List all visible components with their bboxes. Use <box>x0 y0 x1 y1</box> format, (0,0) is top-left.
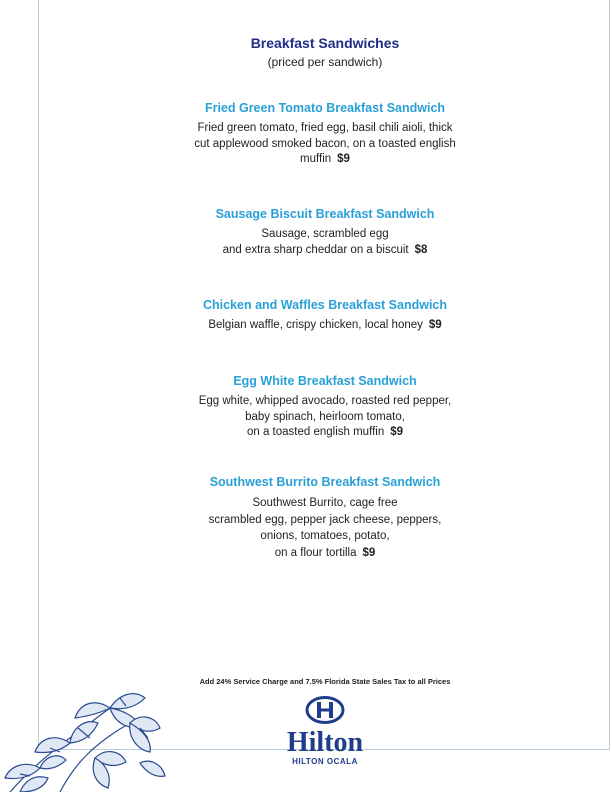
item-description: Belgian waffle, crispy chicken, local honey $9 <box>208 319 442 331</box>
item-name: Egg White Breakfast Sandwich <box>233 374 417 388</box>
menu-item <box>40 475 610 561</box>
brand-name: Hilton <box>286 727 364 758</box>
item-price: $9 <box>428 319 442 331</box>
item-price: $9 <box>362 546 376 559</box>
item-name: Southwest Burrito Breakfast Sandwich <box>209 475 441 489</box>
item-name: Sausage Biscuit Breakfast Sandwich <box>215 207 435 221</box>
menu-item <box>40 101 610 168</box>
menu-item <box>40 374 610 441</box>
service-charge-note: Add 24% Service Charge and 7.5% Florida State Sales Tax to all Prices <box>199 677 451 686</box>
page-title: Breakfast Sandwiches <box>250 35 400 51</box>
item-name: Fried Green Tomato Breakfast Sandwich <box>204 101 446 115</box>
item-price: $8 <box>414 243 428 256</box>
item-price: $9 <box>337 153 350 165</box>
item-description: Egg white, whipped avocado, roasted red pepper, baby spinach, heirloom tomato, on a toasted english muffin $9 <box>198 395 452 438</box>
location-name: HILTON OCALA <box>292 757 358 766</box>
menu-item <box>40 298 610 334</box>
item-name: Chicken and Waffles Breakfast Sandwich <box>202 298 448 312</box>
item-description: Southwest Burrito, cage free scrambled egg, pepper jack cheese, peppers, onions, tomatoes, potato, on a flour tortilla $9 <box>208 497 442 559</box>
item-price: $9 <box>390 426 404 438</box>
hilton-logo <box>270 696 380 766</box>
item-description: Sausage, scrambled egg and extra sharp cheddar on a biscuit $8 <box>222 228 428 256</box>
hilton-emblem-icon <box>305 696 345 724</box>
leaf-illustration <box>0 668 170 792</box>
item-description: Fried green tomato, fried egg, basil chili aioli, thick cut applewood smoked bacon, on a toasted english muffin $9 <box>194 122 456 165</box>
menu-item <box>40 207 610 258</box>
page-subtitle: (priced per sandwich) <box>267 55 383 69</box>
